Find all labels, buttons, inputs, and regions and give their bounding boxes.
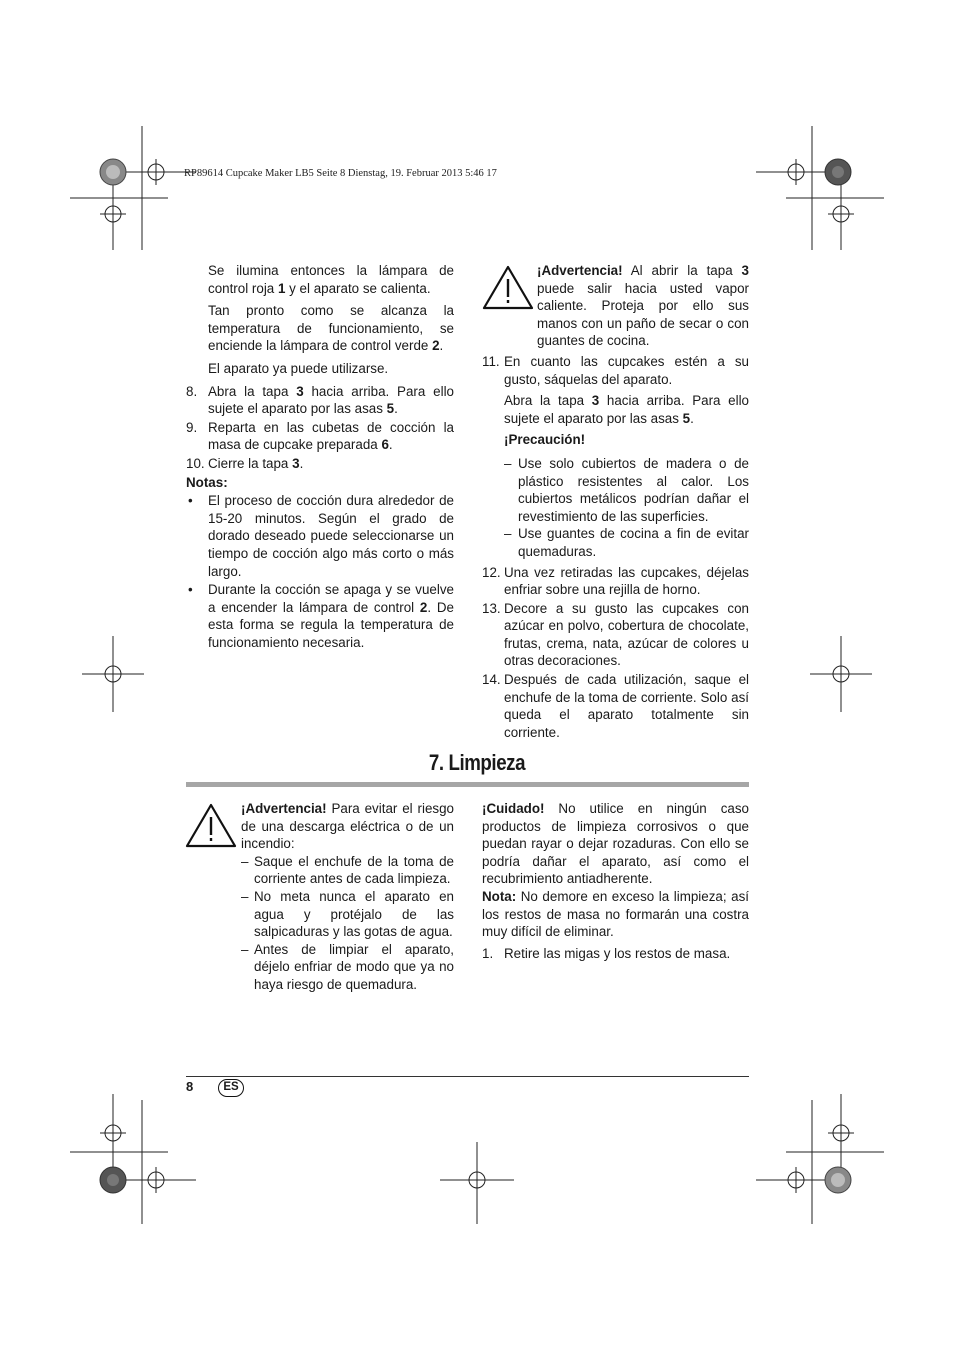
print-slug-line: RP89614 Cupcake Maker LB5 Seite 8 Dienstag, 19. Februar 2013 5:46 17 [184, 168, 497, 179]
careful-block: ¡Cuidado! No utilice en ningún caso productos de limpieza corrosivos o que puedan rayar o dejar rozaduras. Con ello se podría dañar el aparato, así como el recubrimiento antiadherente. [482, 801, 749, 887]
section-rule [186, 782, 749, 787]
dash-item: – Use solo cubiertos de madera o de plástico resistentes al calor. Los cubiertos metálicos podrían dañar el revestimiento de las superficies. [504, 455, 749, 524]
list-item-1: 1. Retire las migas y los restos de masa. [482, 945, 731, 961]
bullet-item: • El proceso de cocción dura alrededor de 15-20 minutos. Según el grado de dorado deseado puede seleccionarse un tiempo de cocción algo más corto o más largo. [188, 493, 454, 579]
dash-item: – Antes de limpiar el aparato, déjelo enfriar de modo que ya no haya riesgo de quemadura. [241, 941, 454, 992]
language-badge: ES [218, 1079, 244, 1097]
paragraph: Tan pronto como se alcanza la temperatura de funcionamiento, se enciende la lámpara de control verde 2. [208, 303, 454, 354]
list-item-9: 9. Reparta en las cubetas de cocción la masa de cupcake preparada 6. [186, 419, 454, 453]
list-item-10: 10. Cierre la tapa 3. [186, 455, 304, 471]
list-item-8: 8. Abra la tapa 3 hacia arriba. Para ello sujete el aparato por las asas 5. [186, 383, 454, 417]
cleaning-left-column [186, 800, 454, 994]
bullet-item: • Durante la cocción se apaga y se vuelve a encender la lámpara de control 2. De esta forma se regula la temperatura de funcionamiento necesaria. [188, 582, 455, 650]
dash-item: – Saque el enchufe de la toma de corriente antes de cada limpieza. [241, 853, 454, 887]
paragraph: El aparato ya puede utilizarse. [208, 360, 389, 376]
warning-block: ¡Advertencia! Al abrir la tapa 3 puede salir hacia usted vapor caliente. Proteja por ello sus manos con un paño de secar o con guantes de cocina. [537, 263, 749, 349]
list-item-11: 11. En cuanto las cupcakes estén a su gusto, sáquelas del aparato. [482, 353, 749, 387]
right-column [482, 262, 749, 741]
list-item-13: 13. Decore a su gusto las cupcakes con azúcar en polvo, cobertura de chocolate, frutas, crema, nata, azúcar de colores u otras decoraciones. [482, 600, 749, 669]
page-number: 8 [186, 1079, 194, 1094]
dash-item: – No meta nunca el aparato en agua y protéjalo de las salpicaduras y las gotas de agua. [241, 888, 454, 940]
cleaning-right-column [482, 800, 749, 962]
footer-rule [186, 1076, 749, 1077]
paragraph: Abra la tapa 3 hacia arriba. Para ello sujete el aparato por las asas 5. [504, 393, 749, 426]
left-column [186, 262, 454, 651]
section-title: 7. Limpieza [428, 750, 526, 775]
dash-item: – Use guantes de cocina a fin de evitar quemaduras. [504, 526, 749, 559]
warning-block: ¡Advertencia! Para evitar el riesgo de una descarga eléctrica o de un incendio: [241, 801, 454, 852]
caution-heading: ¡Precaución! [504, 432, 586, 448]
paragraph: Se ilumina entonces la lámpara de control roja 1 y el aparato se calienta. [208, 263, 454, 296]
notes-heading: Notas: [186, 474, 228, 490]
list-item-12: 12. Una vez retiradas las cupcakes, déjelas enfriar sobre una rejilla de horno. [482, 564, 749, 598]
list-item-14: 14. Después de cada utilización, saque el enchufe de la toma de corriente. Solo así queda el aparato totalmente sin corriente. [482, 672, 749, 740]
note-block: Nota: No demore en exceso la limpieza; así los restos de masa no formarán una costra muy difícil de eliminar. [482, 888, 749, 940]
